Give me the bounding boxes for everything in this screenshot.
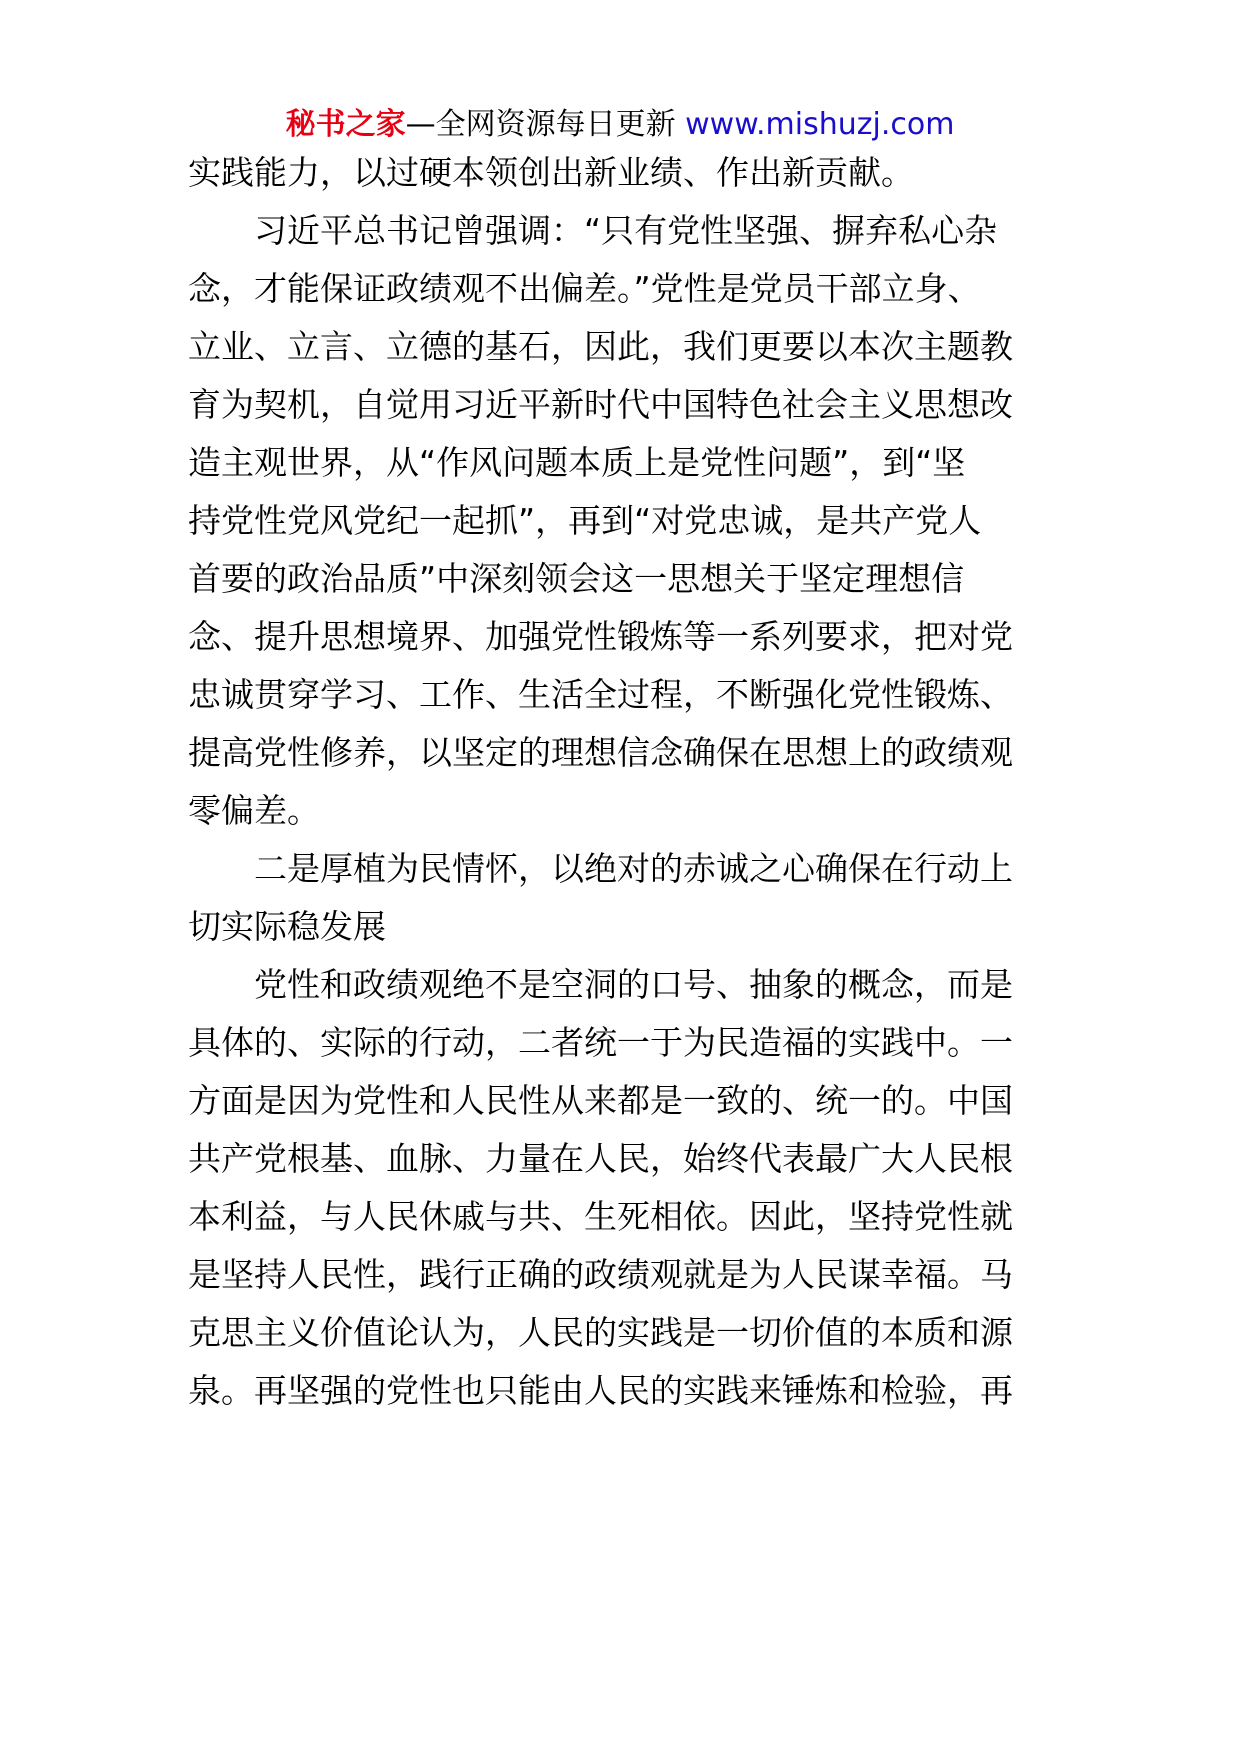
text-line: 零偏差。: [188, 791, 320, 830]
brand-slogan: —全网资源每日更新: [405, 107, 676, 142]
brand-name: 秘书之家: [285, 107, 406, 142]
text-line: 方面是因为党性和人民性从来都是一致的、统一的。中国: [188, 1081, 1013, 1120]
text-line: 具体的、实际的行动，二者统一于为民造福的实践中。一: [188, 1023, 1013, 1062]
text-line: 立业、立言、立德的基石，因此，我们更要以本次主题教: [188, 327, 1013, 366]
section-heading-line: 二是厚植为民情怀，以绝对的赤诚之心确保在行动上: [188, 849, 1013, 888]
text-line: 泉。再坚强的党性也只能由人民的实践来锤炼和检验，再: [188, 1371, 1013, 1410]
text-line: 首要的政治品质”中深刻领会这一思想关于坚定理想信: [188, 559, 965, 598]
text-line: 党性和政绩观绝不是空洞的口号、抽象的概念，而是: [188, 965, 1013, 1004]
section-heading-line: 切实际稳发展: [188, 907, 386, 946]
text-line: 造主观世界，从“作风问题本质上是党性问题”，到“坚: [188, 443, 966, 482]
text-line: 习近平总书记曾强调：“只有党性坚强、摒弃私心杂: [188, 211, 998, 250]
text-line: 克思主义价值论认为，人民的实践是一切价值的本质和源: [188, 1313, 1013, 1352]
text-line: 育为契机，自觉用习近平新时代中国特色社会主义思想改: [188, 385, 1013, 424]
text-line: 念，才能保证政绩观不出偏差。”党性是党员干部立身、: [188, 269, 981, 308]
text-line: 念、提升思想境界、加强党性锻炼等一系列要求，把对党: [188, 617, 1013, 656]
text-line: 实践能力，以过硬本领创出新业绩、作出新贡献。: [188, 153, 914, 192]
text-line: 是坚持人民性，践行正确的政绩观就是为人民谋幸福。马: [188, 1255, 1013, 1294]
text-line: 提高党性修养，以坚定的理想信念确保在思想上的政绩观: [188, 733, 1013, 772]
text-line: 共产党根基、血脉、力量在人民，始终代表最广大人民根: [188, 1139, 1013, 1178]
text-line: 本利益，与人民休戚与共、生死相依。因此，坚持党性就: [188, 1197, 1013, 1236]
text-line: 忠诚贯穿学习、工作、生活全过程，不断强化党性锻炼、: [188, 675, 1013, 714]
site-url: www.mishuzj.com: [685, 107, 955, 142]
text-line: 持党性党风党纪一起抓”，再到“对党忠诚，是共产党人: [188, 501, 982, 540]
